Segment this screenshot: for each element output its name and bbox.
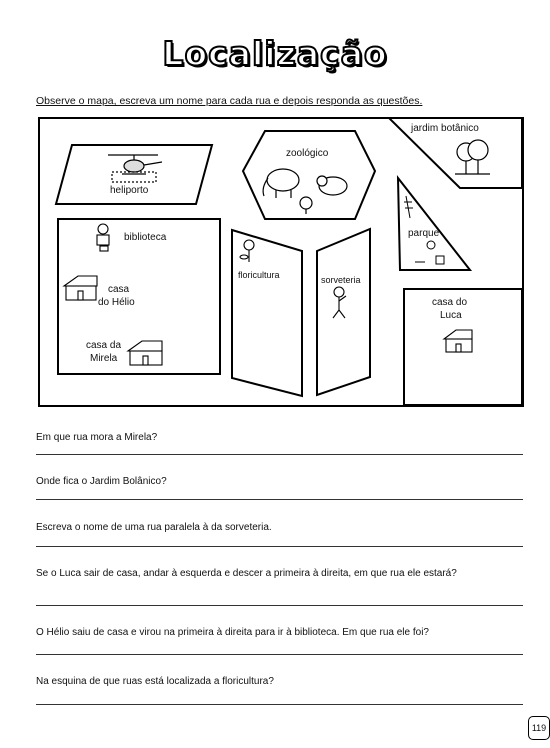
label-zoologico: zoológico xyxy=(286,148,329,159)
block-parque xyxy=(398,178,470,270)
label-casa-helio-1: casa xyxy=(108,284,130,295)
label-casa-luca-2: Luca xyxy=(440,310,462,321)
answer-line-5[interactable] xyxy=(36,654,523,655)
label-biblioteca: biblioteca xyxy=(124,232,167,243)
page-title: Localização xyxy=(162,34,388,73)
reader-icon xyxy=(97,224,109,251)
label-heliporto: heliporto xyxy=(110,185,149,196)
house-mirela-icon xyxy=(128,341,162,365)
label-casa-helio-2: do Hélio xyxy=(98,297,135,308)
label-sorveteria: sorveteria xyxy=(321,275,361,285)
question-5: O Hélio saiu de casa e virou na primeira à direita para ir à biblioteca. Em que rua ele foi? xyxy=(36,627,429,638)
question-1: Em que rua mora a Mirela? xyxy=(36,432,158,443)
question-4: Se o Luca sair de casa, andar à esquerda e descer a primeira à direita, em que rua ele estará? xyxy=(36,568,457,579)
label-jardim-botanico: jardim botânico xyxy=(411,123,479,134)
trees-icon xyxy=(455,140,490,174)
helicopter-icon xyxy=(108,155,162,182)
question-6: Na esquina de que ruas está localizada a floricultura? xyxy=(36,676,274,687)
zoo-animals-icon xyxy=(263,169,347,214)
house-helio-icon xyxy=(64,276,97,300)
answer-line-1[interactable] xyxy=(36,454,523,455)
label-casa-mirela-1: casa da xyxy=(86,340,122,351)
page-number: 119 xyxy=(528,716,550,740)
question-2: Onde fica o Jardim Bolânico? xyxy=(36,476,167,487)
ice-cream-person-icon xyxy=(333,287,346,318)
question-3: Escreva o nome de uma rua paralela à da sorveteria. xyxy=(36,522,272,533)
instruction-text: Observe o mapa, escreva um nome para cada rua e depois responda as questões. xyxy=(36,95,423,107)
block-sorveteria xyxy=(317,229,370,395)
answer-line-6[interactable] xyxy=(36,704,523,705)
label-casa-mirela-2: Mirela xyxy=(90,353,118,364)
flower-icon xyxy=(240,240,254,262)
answer-line-2[interactable] xyxy=(36,499,523,500)
label-floricultura: floricultura xyxy=(238,270,280,280)
label-parque: parque xyxy=(408,228,440,239)
label-casa-luca-1: casa do xyxy=(432,297,468,308)
answer-line-4[interactable] xyxy=(36,605,523,606)
answer-line-3[interactable] xyxy=(36,546,523,547)
house-luca-icon xyxy=(444,330,472,352)
